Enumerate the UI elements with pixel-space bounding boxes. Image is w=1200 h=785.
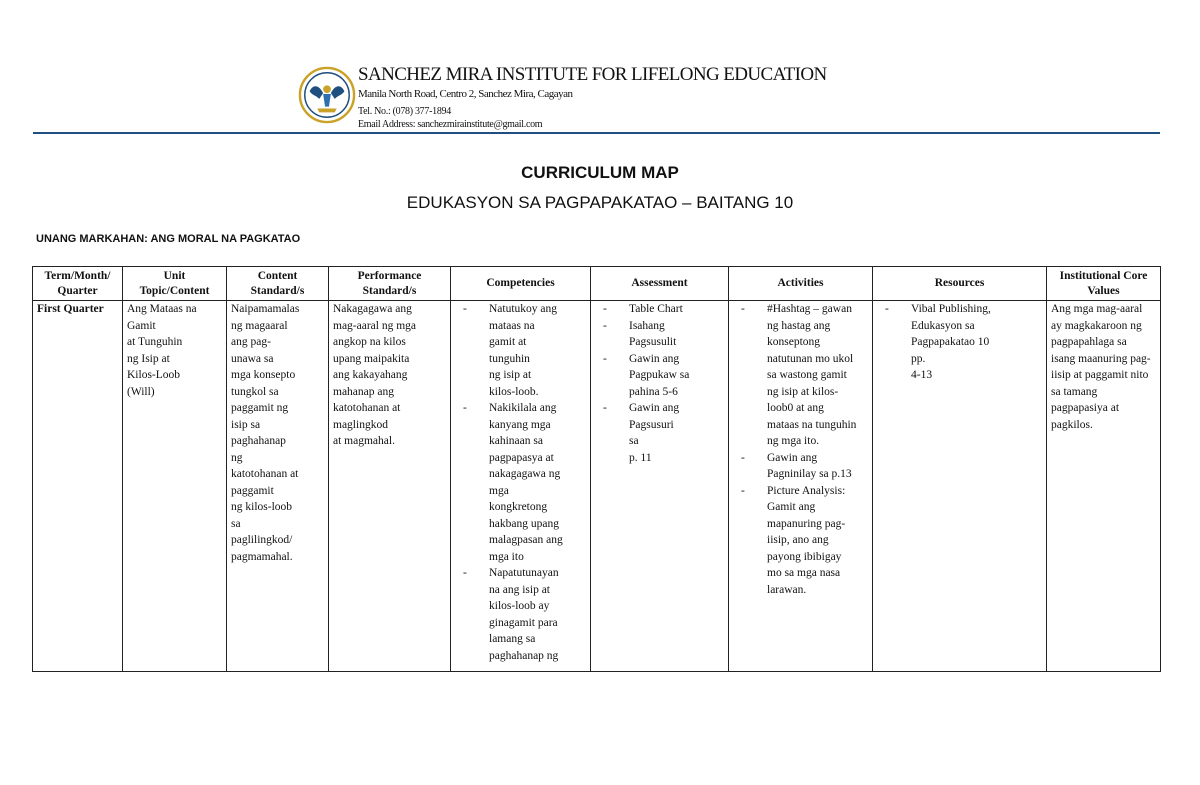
institution-email: Email Address: sanchezmirainstitute@gmail.com (358, 119, 543, 130)
header-term: Term/Month/ Quarter (33, 267, 123, 301)
institution-seal-icon (298, 66, 356, 124)
list-item: - Napatutunayan na ang isip at kilos-loob ay ginagamit para lamang sa paghahanap ng (455, 565, 586, 664)
cell-activities (729, 301, 873, 672)
list-item: - Natutukoy ang mataas na gamit at tunguhin ng isip at kilos-loob. (455, 301, 586, 400)
document-subtitle: EDUKASYON SA PAGPAPAKATAO – BAITANG 10 (406, 193, 794, 212)
list-item: - Nakikilala ang kanyang mga kahinaan sa pagpapasya at nakagagawa ng mga kongkretong hakbang upang malagpasan ang mga ito (455, 400, 586, 565)
cell-term: First Quarter (33, 301, 123, 672)
header-divider (33, 132, 1160, 134)
header-unit-topic: Unit Topic/Content (123, 267, 227, 301)
list-item: - Picture Analysis: Gamit ang mapanuring pag- iisip, ano ang payong ibibigay mo sa mga nasa larawan. (733, 483, 868, 599)
assessment-list (595, 301, 724, 466)
institution-name: SANCHEZ MIRA INSTITUTE FOR LIFELONG EDUCATION (358, 64, 827, 85)
header-performance-standards: Performance Standard/s (329, 267, 451, 301)
activities-list (733, 301, 868, 598)
cell-resources (873, 301, 1047, 672)
institution-telephone: Tel. No.: (078) 377-1894 (358, 106, 451, 117)
table-row (33, 301, 1161, 672)
table-header-row (33, 267, 1161, 301)
quarter-heading: UNANG MARKAHAN: ANG MORAL NA PAGKATAO (36, 233, 301, 245)
cell-competencies (451, 301, 591, 672)
document-title: CURRICULUM MAP (521, 163, 679, 182)
institution-header (298, 64, 1168, 134)
cell-assessment (591, 301, 729, 672)
header-activities: Activities (729, 267, 873, 301)
list-item: - Table Chart (595, 301, 724, 318)
header-core-values: Institutional Core Values (1047, 267, 1161, 301)
cell-core-values: Ang mga mag-aaral ay magkakaroon ng pagpapahlaga sa isang maanuring pag- iisip at paggamit nito sa tamang pagpapasiya at pagkilos. (1047, 301, 1161, 672)
institution-address: Manila North Road, Centro 2, Sanchez Mira, Cagayan (358, 88, 573, 100)
cell-unit-topic: Ang Mataas na Gamit at Tunguhin ng Isip at Kilos-Loob (Will) (123, 301, 227, 672)
header-content-standards: Content Standard/s (227, 267, 329, 301)
resources-list (877, 301, 1042, 384)
header-assessment: Assessment (591, 267, 729, 301)
competencies-list (455, 301, 586, 664)
header-resources: Resources (873, 267, 1047, 301)
header-competencies: Competencies (451, 267, 591, 301)
list-item: - Gawin ang Pagsusuri sa p. 11 (595, 400, 724, 466)
cell-performance-standard: Nakagagawa ang mag-aaral ng mga angkop na kilos upang maipakita ang kakayahang mahanap ang katotohanan at maglingkod at magmahal. (329, 301, 451, 672)
list-item: - Gawin ang Pagpukaw sa pahina 5-6 (595, 351, 724, 401)
list-item: - Vibal Publishing, Edukasyon sa Pagpapakatao 10 pp. 4-13 (877, 301, 1042, 384)
list-item: - Isahang Pagsusulit (595, 318, 724, 351)
cell-content-standard: Naipamamalas ng magaaral ang pag- unawa sa mga konsepto tungkol sa paggamit ng isip sa paghahanap ng katotohanan at paggamit ng kilos-loob sa paglilingkod/ pagmamahal. (227, 301, 329, 672)
list-item: - #Hashtag – gawan ng hastag ang konseptong natutunan mo ukol sa wastong gamit ng isip at kilos- loob0 at ang mataas na tunguhin ng mga ito. (733, 301, 868, 450)
curriculum-map-table (32, 266, 1161, 672)
list-item: - Gawin ang Pagninilay sa p.13 (733, 450, 868, 483)
